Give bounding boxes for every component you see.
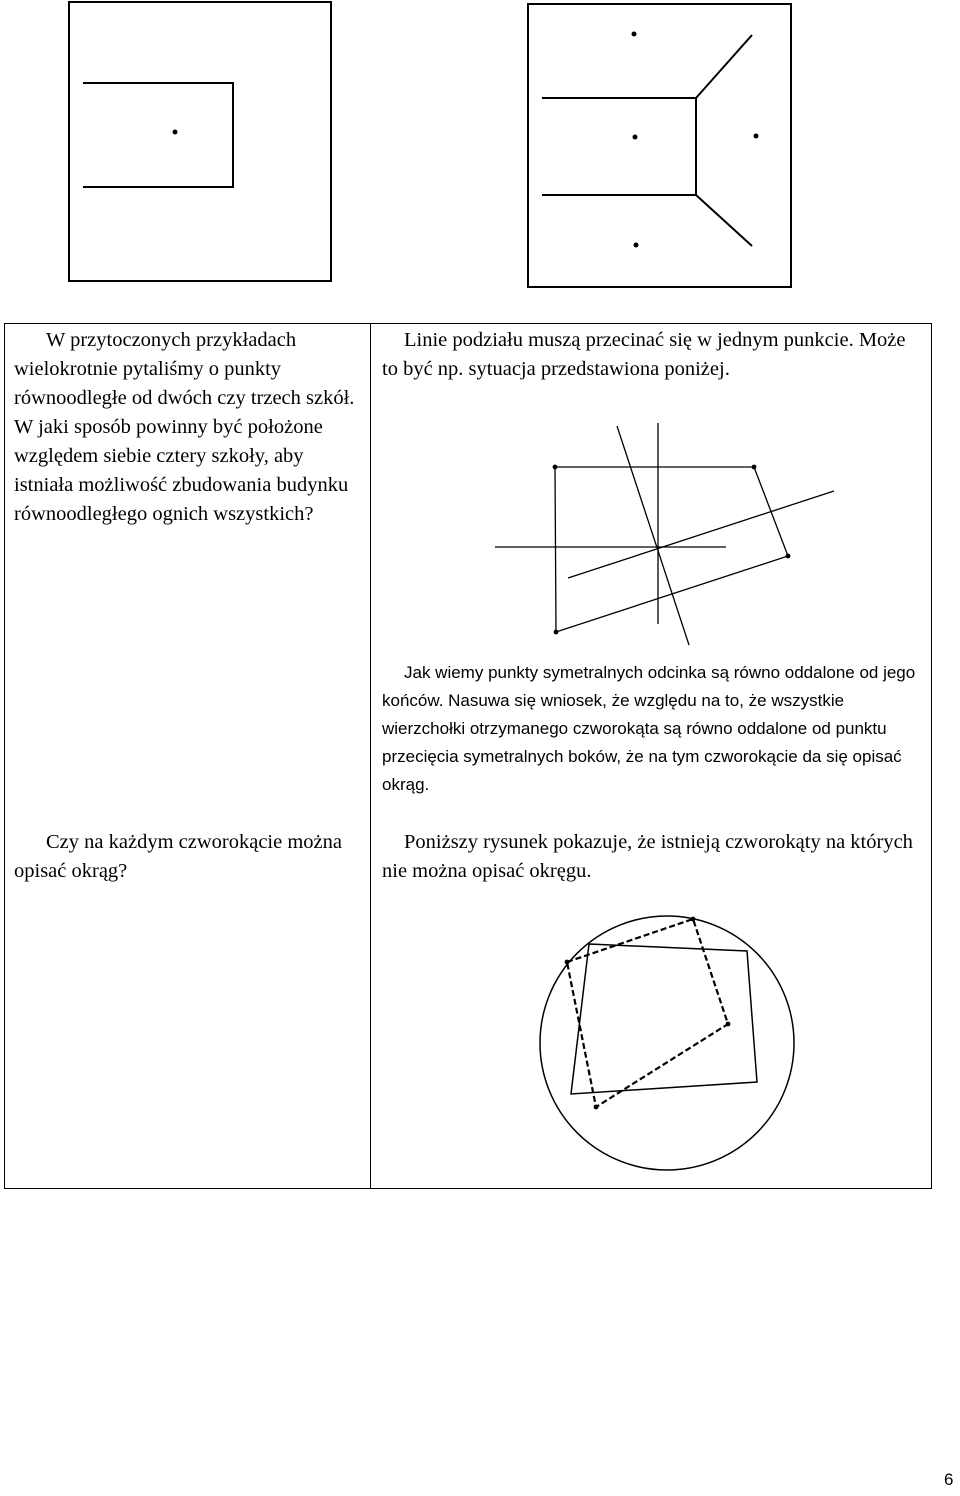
conclusion-no-circle: Poniższy rysunek pokazuje, że istnieją czworokąty na których nie można opisać okręgu. (382, 831, 913, 882)
boundary-line (83, 83, 233, 187)
page-number: 6 (944, 1470, 954, 1489)
answer-division-lines: Linie podziału muszą przecinać się w jednym punkcie. Może to być np. sytuacja przedstawiona poniżej. (382, 329, 906, 380)
perpendicular-bisector (568, 491, 834, 578)
vertex-point (691, 917, 696, 922)
vertex-point (726, 1022, 731, 1027)
figure-bisectors-quadrilateral (490, 420, 840, 650)
school-point (634, 243, 639, 248)
figure-one-school (66, 0, 336, 285)
explanation-bisectors: Jak wiemy punkty symetralnych odcinka są równo oddalone od jego końców. Nasuwa się wniosek, że względu na to, że wszystkie wierzchołki otrzymanego czworokąta są równo oddalone od punktu przecięcia symetralnych boków, że na tym czworokącie da się opisać okrąg. (382, 663, 916, 794)
school-point (754, 134, 759, 139)
inscribed-quadrilateral (571, 944, 757, 1094)
vertex-point (565, 960, 570, 965)
boundary-line (696, 195, 752, 246)
vertex-point (553, 465, 558, 470)
school-point (173, 130, 178, 135)
school-point (633, 135, 638, 140)
quadrilateral (555, 467, 788, 632)
table-column-divider (370, 323, 371, 1189)
question-circumscribed-circle: Czy na każdym czworokącie można opisać okrąg? (14, 831, 342, 882)
circumscribed-circle (540, 916, 794, 1170)
figure-frame (69, 2, 331, 281)
school-point (632, 32, 637, 37)
boundary-line (696, 35, 752, 98)
vertex-point (752, 465, 757, 470)
figure-three-schools (526, 2, 794, 290)
question-four-schools: W przytoczonych przykładach wielokrotnie pytaliśmy o punkty równoodległe od dwóch czy trzech szkół. W jaki sposób powinny być położone względem siebie cztery szkoły, aby istniała możliwość zbudowania budynku równoodległego ognich wszystkich? (14, 329, 355, 525)
vertex-point (554, 630, 559, 635)
perpendicular-bisector (617, 426, 689, 645)
figure-circle-quadrilaterals (530, 910, 810, 1180)
vertex-point (786, 554, 791, 559)
vertex-point (594, 1105, 599, 1110)
boundary-line (542, 98, 696, 195)
